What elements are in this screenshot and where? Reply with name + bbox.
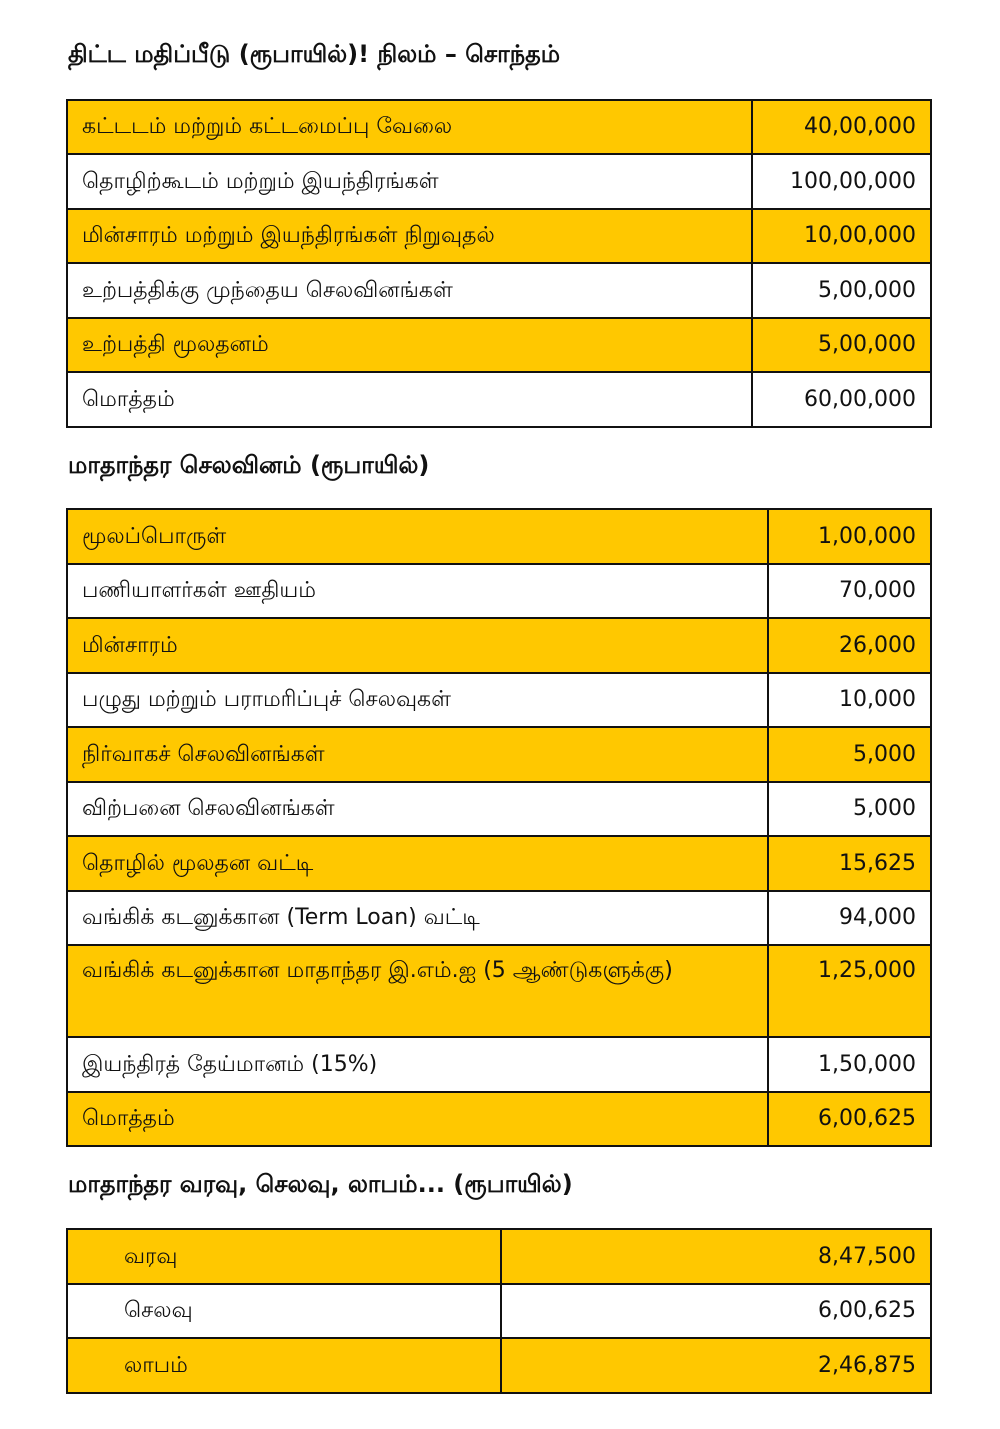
row-value: 94,000: [768, 891, 931, 945]
row-label: மின்சாரம் மற்றும் இயந்திரங்கள் நிறுவுதல்: [67, 209, 752, 263]
section-2-title: மாதாந்தர செலவினம் (ரூபாயில்): [68, 451, 430, 479]
table-row: [67, 945, 931, 1037]
table-row: [67, 154, 931, 209]
project-estimate-table: [66, 99, 932, 428]
row-value: 5,00,000: [752, 318, 931, 372]
row-label: கட்டடம் மற்றும் கட்டமைப்பு வேலை: [67, 100, 752, 154]
row-label: விற்பனை செலவினங்கள்: [67, 782, 768, 836]
row-label: தொழில் மூலதன வட்டி: [67, 836, 768, 891]
table-row: [67, 1284, 931, 1338]
row-value: 100,00,000: [752, 154, 931, 209]
row-label: மூலப்பொருள்: [67, 509, 768, 564]
table-row: [67, 263, 931, 318]
row-value: 60,00,000: [752, 372, 931, 427]
table-row: [67, 727, 931, 782]
row-value: 26,000: [768, 618, 931, 673]
row-label: செலவு: [67, 1284, 501, 1338]
table-row: [67, 209, 931, 263]
row-label: மின்சாரம்: [67, 618, 768, 673]
row-value: 1,50,000: [768, 1037, 931, 1092]
row-label: உற்பத்திக்கு முந்தைய செலவினங்கள்: [67, 263, 752, 318]
row-label: தொழிற்கூடம் மற்றும் இயந்திரங்கள்: [67, 154, 752, 209]
row-label: மொத்தம்: [67, 372, 752, 427]
table-row: [67, 782, 931, 836]
row-label: இயந்திரத் தேய்மானம் (15%): [67, 1037, 768, 1092]
row-value: 10,000: [768, 673, 931, 727]
section-3-title: மாதாந்தர வரவு, செலவு, லாபம்... (ரூபாயில்): [68, 1170, 573, 1198]
row-value: 1,00,000: [768, 509, 931, 564]
row-value: 5,000: [768, 727, 931, 782]
table-row: [67, 836, 931, 891]
table-row: [67, 891, 931, 945]
row-value: 10,00,000: [752, 209, 931, 263]
table-row: [67, 1229, 931, 1284]
row-label: பணியாளர்கள் ஊதியம்: [67, 564, 768, 618]
row-value: 5,00,000: [752, 263, 931, 318]
table-row-total: [67, 372, 931, 427]
row-label: வரவு: [67, 1229, 501, 1284]
table-row: [67, 318, 931, 372]
table-row: [67, 509, 931, 564]
table-row: [67, 673, 931, 727]
row-value: 1,25,000: [768, 945, 931, 1037]
row-label: வங்கிக் கடனுக்கான மாதாந்தர இ.எம்.ஐ (5 ஆண்டுகளுக்கு): [67, 945, 768, 1037]
row-value: 6,00,625: [768, 1092, 931, 1146]
table-row: [67, 1037, 931, 1092]
row-value: 70,000: [768, 564, 931, 618]
row-label: மொத்தம்: [67, 1092, 768, 1146]
row-value: 8,47,500: [501, 1229, 931, 1284]
table-row: [67, 1338, 931, 1393]
row-value: 40,00,000: [752, 100, 931, 154]
row-label: வங்கிக் கடனுக்கான (Term Loan) வட்டி: [67, 891, 768, 945]
row-label: லாபம்: [67, 1338, 501, 1393]
table-row: [67, 618, 931, 673]
table-row-total: [67, 1092, 931, 1146]
row-value: 15,625: [768, 836, 931, 891]
monthly-expense-table: [66, 508, 932, 1147]
income-expense-profit-table: [66, 1228, 932, 1394]
row-value: 5,000: [768, 782, 931, 836]
table-row: [67, 564, 931, 618]
row-label: நிர்வாகச் செலவினங்கள்: [67, 727, 768, 782]
table-row: [67, 100, 931, 154]
row-label: பழுது மற்றும் பராமரிப்புச் செலவுகள்: [67, 673, 768, 727]
row-value: 2,46,875: [501, 1338, 931, 1393]
section-1-title: திட்ட மதிப்பீடு (ரூபாயில்)! நிலம் – சொந்தம்: [68, 40, 561, 68]
row-label: உற்பத்தி மூலதனம்: [67, 318, 752, 372]
row-value: 6,00,625: [501, 1284, 931, 1338]
